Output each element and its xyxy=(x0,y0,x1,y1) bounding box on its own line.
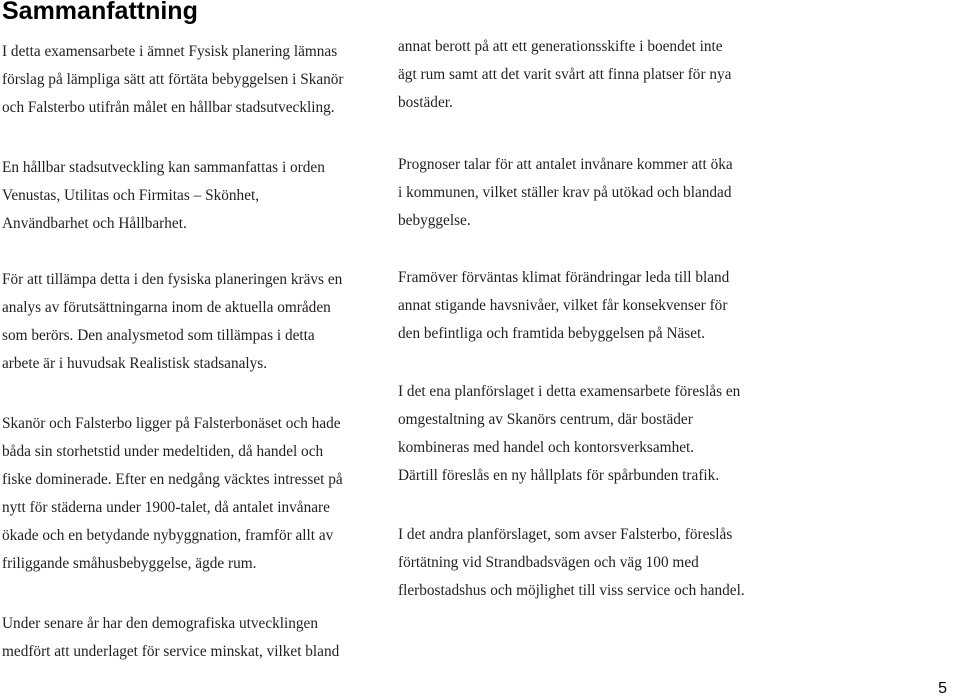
text-line: medfört att underlaget för service minskat, vilket bland xyxy=(2,643,340,660)
text-line: kombineras med handel och kontorsverksamhet. xyxy=(398,439,695,456)
text-line: Skanör och Falsterbo ligger på Falsterbonäset och hade xyxy=(2,415,341,432)
text-line: Prognoser talar för att antalet invånare kommer att öka xyxy=(398,156,733,173)
text-line: och Falsterbo utifrån målet en hållbar stadsutveckling. xyxy=(2,99,335,116)
summary-paragraph-3 xyxy=(2,266,342,378)
text-line: analys av förutsättningarna inom de aktuella områden xyxy=(2,299,331,316)
text-line: För att tillämpa detta i den fysiska planeringen krävs en xyxy=(2,271,343,288)
summary-paragraph-2 xyxy=(2,154,325,238)
summary-paragraph-7 xyxy=(398,151,733,235)
text-line: ägt rum samt att det varit svårt att finna platser för nya xyxy=(398,66,732,83)
text-line: Användbarhet och Hållbarhet. xyxy=(2,215,187,232)
summary-paragraph-6 xyxy=(398,33,731,117)
text-line: den befintliga och framtida bebyggelsen på Näset. xyxy=(398,325,706,342)
text-line: förslag på lämpliga sätt att förtäta bebyggelsen i Skanör xyxy=(2,71,344,88)
text-line: i kommunen, vilket ställer krav på utökad och blandad xyxy=(398,184,732,201)
text-line: bostäder. xyxy=(398,94,453,111)
text-line: I det ena planförslaget i detta examensarbete föreslås en xyxy=(398,383,741,400)
text-line: I det andra planförslaget, som avser Falsterbo, föreslås xyxy=(398,526,733,543)
text-line: förtätning vid Strandbadsvägen och väg 100 med xyxy=(398,554,699,571)
summary-paragraph-5 xyxy=(2,610,339,666)
text-line: nytt för städerna under 1900-talet, då antalet invånare xyxy=(2,499,330,516)
text-line: Venustas, Utilitas och Firmitas – Skönhet, xyxy=(2,187,260,204)
text-line: Under senare år har den demografiska utvecklingen xyxy=(2,615,318,632)
summary-paragraph-4 xyxy=(2,410,343,578)
summary-paragraph-9 xyxy=(398,378,740,490)
text-line: annat stigande havsnivåer, vilket får konsekvenser för xyxy=(398,297,728,314)
text-line: som berörs. Den analysmetod som tillämpas i detta xyxy=(2,327,315,344)
text-line: Därtill föreslås en ny hållplats för spårbunden trafik. xyxy=(398,467,720,484)
summary-paragraph-1 xyxy=(2,38,344,122)
text-line: I detta examensarbete i ämnet Fysisk planering lämnas xyxy=(2,43,338,60)
page-title: Sammanfattning xyxy=(2,0,198,25)
text-line: arbete är i huvudsak Realistisk stadsanalys. xyxy=(2,355,268,372)
text-line: Framöver förväntas klimat förändringar leda till bland xyxy=(398,269,730,286)
text-line: ökade och en betydande nybyggnation, framför allt av xyxy=(2,527,334,544)
page-number: 5 xyxy=(938,680,947,697)
text-line: fiske dominerade. Efter en nedgång väcktes intresset på xyxy=(2,471,343,488)
text-line: omgestaltning av Skanörs centrum, där bostäder xyxy=(398,411,693,428)
text-line: båda sin storhetstid under medeltiden, då handel och xyxy=(2,443,324,460)
summary-paragraph-10 xyxy=(398,521,745,605)
text-line: annat berott på att ett generationsskifte i boendet inte xyxy=(398,38,723,55)
summary-paragraph-8 xyxy=(398,264,729,348)
text-line: flerbostadshus och möjlighet till viss service och handel. xyxy=(398,582,745,599)
text-line: friliggande småhusbebyggelse, ägde rum. xyxy=(2,555,257,572)
text-line: En hållbar stadsutveckling kan sammanfattas i orden xyxy=(2,159,325,176)
text-line: bebyggelse. xyxy=(398,212,471,229)
